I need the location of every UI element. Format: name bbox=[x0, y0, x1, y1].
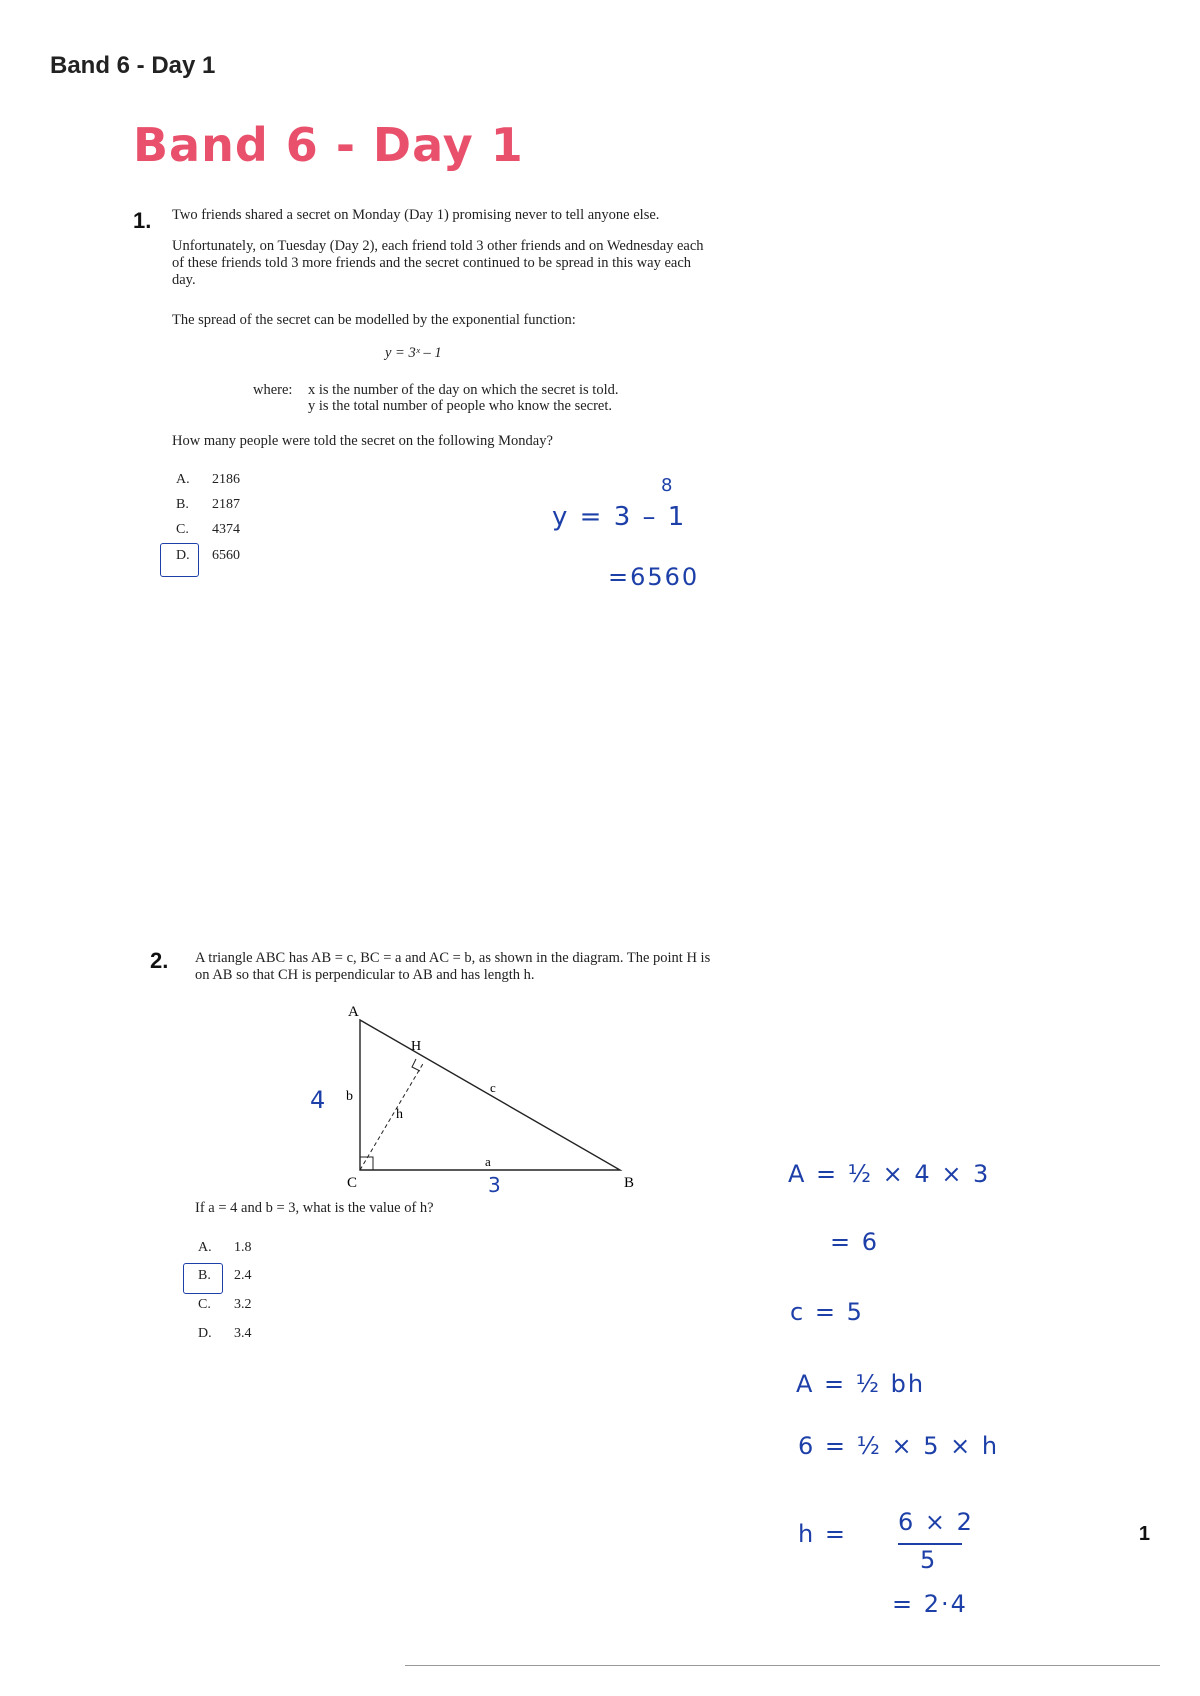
q1-answer-mark bbox=[160, 543, 199, 577]
question-1-para-line1: Unfortunately, on Tuesday (Day 2), each friend told 3 other friends and on Wednesday each bbox=[172, 238, 704, 254]
q1-work-exponent: 8 bbox=[661, 475, 675, 496]
q2-work-line5: 6 = ½ × 5 × h bbox=[798, 1432, 1000, 1460]
vertex-a-label: A bbox=[348, 1004, 359, 1020]
where-y: y is the total number of people who know the secret. bbox=[308, 398, 613, 414]
page-number: 1 bbox=[1138, 1523, 1150, 1545]
q2-answer-mark bbox=[183, 1263, 223, 1294]
q2-option-a[interactable]: A. 1.8 bbox=[198, 1240, 252, 1255]
q1-option-a[interactable]: A. 2186 bbox=[176, 472, 240, 487]
right-angle-c bbox=[360, 1157, 373, 1170]
question-2-question: If a = 4 and b = 3, what is the value of h? bbox=[195, 1200, 434, 1216]
q1-option-b[interactable]: B. 2187 bbox=[176, 497, 240, 512]
q2-work-line4: A = ½ bh bbox=[796, 1370, 926, 1398]
side-b-label: b bbox=[346, 1089, 353, 1104]
question-2-line2: on AB so that CH is perpendicular to AB and has length h. bbox=[195, 967, 535, 983]
q1-option-d[interactable]: D. 6560 bbox=[176, 548, 240, 563]
question-2-line1: A triangle ABC has AB = c, BC = a and AC = b, as shown in the diagram. The point H is bbox=[195, 950, 711, 966]
q2-work-line2: = 6 bbox=[830, 1228, 880, 1256]
question-1-intro: Two friends shared a secret on Monday (Day 1) promising never to tell anyone else. bbox=[172, 207, 660, 223]
q1-option-c[interactable]: C. 4374 bbox=[176, 522, 240, 537]
vertex-b-label: B bbox=[624, 1175, 635, 1191]
question-1-model-text: The spread of the secret can be modelled by the exponential function: bbox=[172, 312, 576, 328]
q2-option-c[interactable]: C. 3.2 bbox=[198, 1297, 252, 1312]
where-label: where: bbox=[253, 382, 293, 398]
where-x: x is the number of the day on which the secret is told. bbox=[308, 382, 619, 398]
altitude-h-label: h bbox=[396, 1107, 403, 1122]
q2-option-d[interactable]: D. 3.4 bbox=[198, 1326, 252, 1341]
question-1-para-line2: of these friends told 3 more friends and the secret continued to be spread in this way each bbox=[172, 255, 692, 271]
header-label: Band 6 - Day 1 bbox=[50, 52, 216, 79]
vertex-c-label: C bbox=[347, 1175, 358, 1191]
triangle-shape bbox=[360, 1020, 620, 1170]
side-a-label: a bbox=[485, 1154, 491, 1169]
q1-work-line1: y = 3 – 1 bbox=[552, 502, 687, 532]
q2-work-line6-label: h = bbox=[798, 1520, 847, 1548]
question-1-number: 1. bbox=[133, 208, 152, 233]
right-angle-h bbox=[412, 1059, 420, 1071]
q2-work-line1: A = ½ × 4 × 3 bbox=[788, 1160, 991, 1188]
question-1-equation: y = 3ˣ – 1 bbox=[385, 345, 442, 361]
q2-fraction-bar bbox=[898, 1543, 962, 1545]
question-2-number: 2. bbox=[150, 948, 169, 973]
footer-rule bbox=[405, 1665, 1160, 1666]
point-h-label: H bbox=[411, 1039, 422, 1054]
q1-work-line2: =6560 bbox=[608, 563, 700, 591]
altitude-ch bbox=[360, 1062, 424, 1170]
hand-4-annotation: 4 bbox=[310, 1086, 326, 1114]
q2-work-line6-numerator: 6 × 2 bbox=[898, 1508, 974, 1536]
hand-3-annotation: 3 bbox=[488, 1173, 501, 1197]
q2-work-line7: = 2·4 bbox=[892, 1590, 968, 1618]
q2-work-line6-denominator: 5 bbox=[920, 1546, 938, 1574]
q2-work-line3: c = 5 bbox=[790, 1298, 864, 1326]
page-title: Band 6 - Day 1 bbox=[133, 118, 524, 172]
triangle-diagram bbox=[290, 1000, 650, 1200]
question-1-question: How many people were told the secret on the following Monday? bbox=[172, 433, 553, 449]
q2-option-b[interactable]: B. 2.4 bbox=[198, 1268, 252, 1283]
side-c-label: c bbox=[490, 1080, 496, 1095]
question-1-para-line3: day. bbox=[172, 272, 196, 288]
